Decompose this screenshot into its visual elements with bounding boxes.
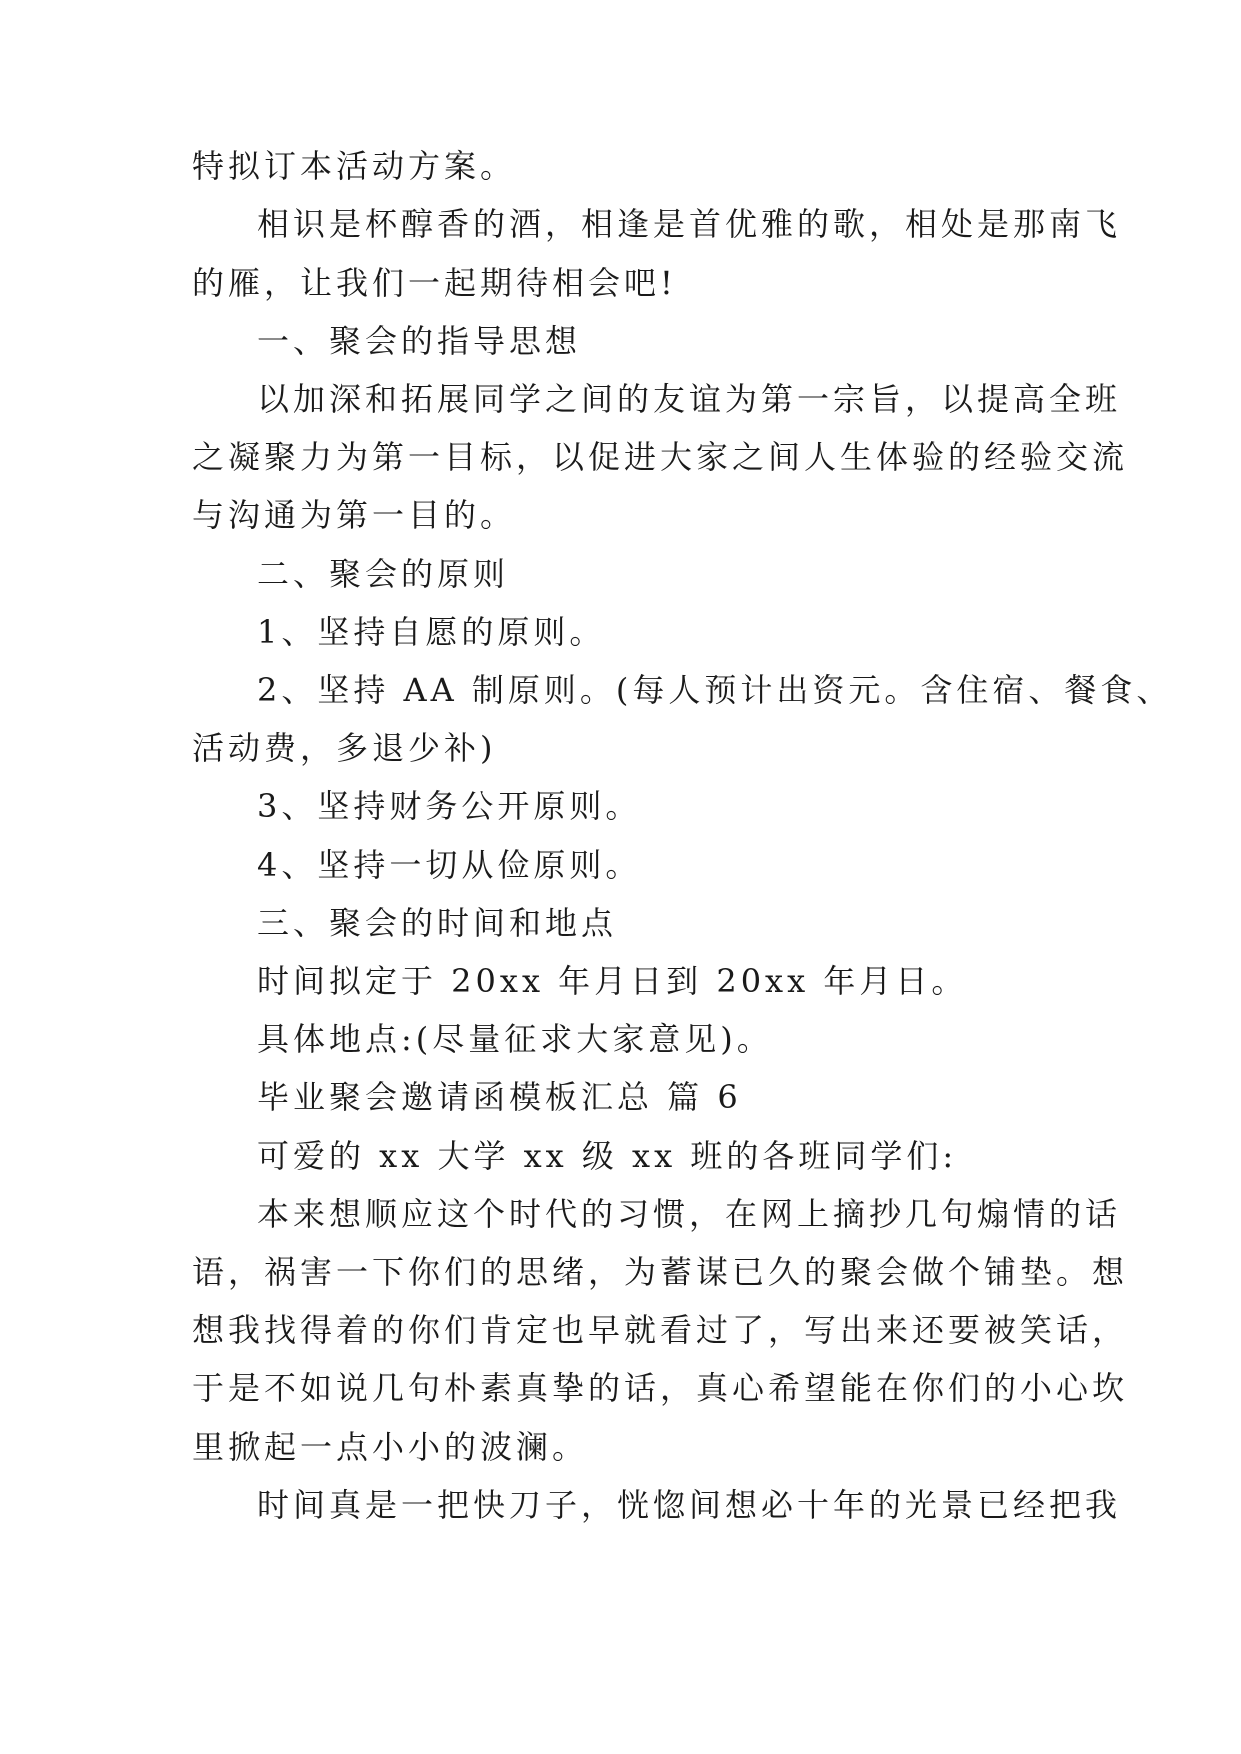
paragraph-line: 活动费，多退少补) <box>192 729 497 767</box>
section-heading: 三、聚会的时间和地点 <box>257 904 618 942</box>
paragraph-line: 以加深和拓展同学之间的友谊为第一宗旨，以提高全班 <box>257 380 1122 418</box>
article-title: 毕业聚会邀请函模板汇总 篇 6 <box>257 1078 742 1116</box>
paragraph-line: 想我找得着的你们肯定也早就看过了，写出来还要被笑话， <box>192 1311 1129 1349</box>
section-heading: 一、聚会的指导思想 <box>257 322 582 360</box>
paragraph-line: 里掀起一点小小的波澜。 <box>192 1428 589 1466</box>
paragraph-line: 特拟订本活动方案。 <box>192 147 517 185</box>
salutation: 可爱的 xx 大学 xx 级 xx 班的各班同学们: <box>257 1137 958 1175</box>
paragraph-line: 于是不如说几句朴素真挚的话，真心希望能在你们的小心坎 <box>192 1369 1129 1407</box>
paragraph-line: 与沟通为第一目的。 <box>192 496 517 534</box>
paragraph-line: 语，祸害一下你们的思绪，为蓄谋已久的聚会做个铺垫。想 <box>192 1253 1129 1291</box>
paragraph-line: 相识是杯醇香的酒，相逢是首优雅的歌，相处是那南飞 <box>257 205 1122 243</box>
paragraph-line: 的雁，让我们一起期待相会吧! <box>192 264 677 302</box>
list-item: 3、坚持财务公开原则。 <box>257 787 642 825</box>
paragraph-line: 之凝聚力为第一目标，以促进大家之间人生体验的经验交流 <box>192 438 1129 476</box>
paragraph-line: 具体地点:(尽量征求大家意见)。 <box>257 1020 773 1058</box>
section-heading: 二、聚会的原则 <box>257 555 510 593</box>
paragraph-line: 时间拟定于 20xx 年月日到 20xx 年月日。 <box>257 962 968 1000</box>
paragraph-line: 时间真是一把快刀子，恍惚间想必十年的光景已经把我 <box>257 1486 1122 1524</box>
list-item: 2、坚持 AA 制原则。(每人预计出资元。含住宿、餐食、 <box>257 671 1173 709</box>
paragraph-line: 本来想顺应这个时代的习惯，在网上摘抄几句煽情的话 <box>257 1195 1122 1233</box>
list-item: 1、坚持自愿的原则。 <box>257 613 606 651</box>
list-item: 4、坚持一切从俭原则。 <box>257 846 642 884</box>
